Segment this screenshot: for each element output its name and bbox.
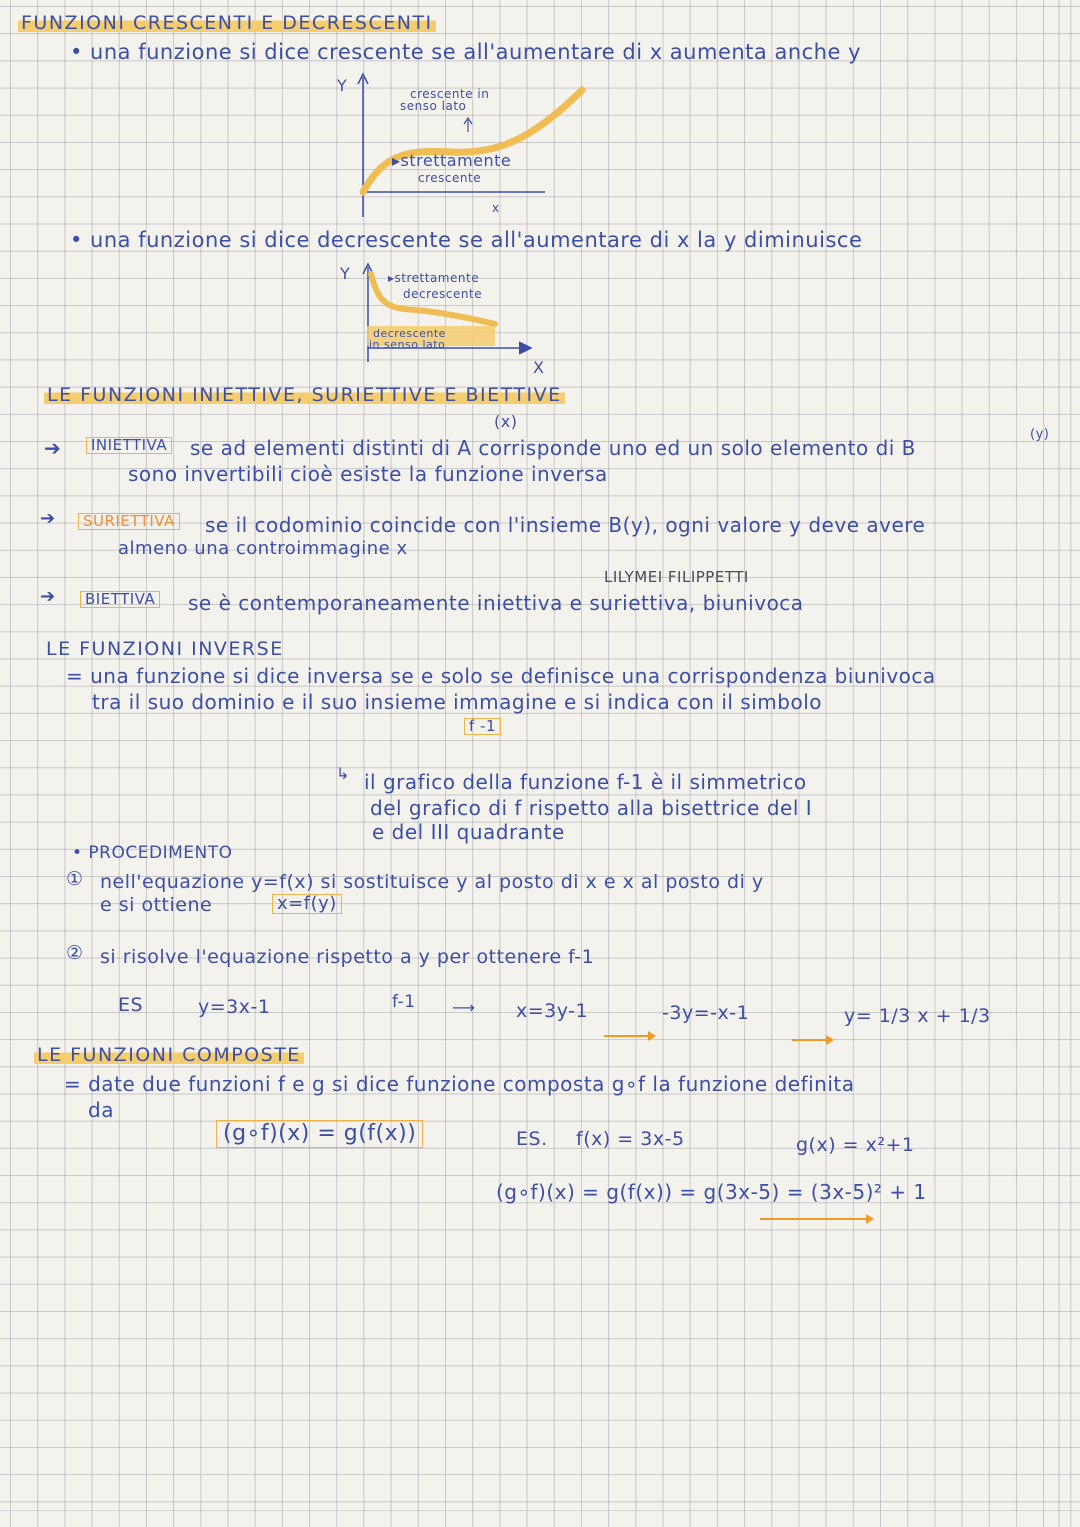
graph2-strettamente-text: strettamente bbox=[394, 271, 480, 285]
example-step-1: x=3y-1 bbox=[516, 1000, 589, 1022]
suriettiva-line-1: se il codominio coincide con l'insieme B(y), ogni valore y deve avere bbox=[205, 513, 926, 537]
orange-arrow-icon-1 bbox=[604, 1028, 664, 1044]
section-title-crescenti: FUNZIONI CRESCENTI E DECRESCENTI bbox=[18, 14, 436, 33]
graph1-label-strettamente bbox=[392, 153, 511, 169]
section-title-iniettive: LE FUNZIONI INIETTIVE, SURIETTIVE E BIETTIVE bbox=[44, 386, 565, 405]
orange-arrow-icon-3 bbox=[760, 1212, 880, 1226]
page-bottom-edge bbox=[0, 1510, 1080, 1511]
inverse-note-1: il grafico della funzione f-1 è il simmetrico bbox=[364, 770, 807, 794]
step2-line: si risolve l'equazione rispetto a y per ottenere f-1 bbox=[100, 946, 595, 968]
bullet-arrow-icon-2: ▸ bbox=[388, 271, 395, 285]
biettiva-line: se è contemporaneamente iniettiva e suriettiva, biunivoca bbox=[188, 591, 804, 615]
example-label: ES bbox=[118, 994, 144, 1016]
graph1-label-senso-lato: senso lato bbox=[400, 99, 467, 113]
inverse-note-2: del grafico di f rispetto alla bisettrice del I bbox=[370, 796, 813, 820]
graph2-x-label: X bbox=[533, 358, 545, 377]
iniettiva-line-1: se ad elementi distinti di A corrisponde uno ed un solo elemento di B bbox=[190, 436, 916, 460]
example-step-3: y= 1/3 x + 1/3 bbox=[844, 1005, 991, 1027]
graph2-label-decrescente: decrescente bbox=[403, 287, 483, 301]
graph1-strettamente-text: strettamente bbox=[400, 151, 512, 170]
suriettiva-tag: SURIETTIVA bbox=[78, 513, 180, 530]
composte-example-result: (g∘f)(x) = g(f(x)) = g(3x-5) = (3x-5)² + 1 bbox=[496, 1180, 927, 1204]
graph1-label-crescente-in: crescente in bbox=[410, 87, 490, 101]
graph2-label-strettamente bbox=[388, 272, 479, 284]
codomain-y-note: (y) bbox=[1030, 427, 1050, 442]
biettiva-tag: BIETTIVA bbox=[80, 591, 160, 608]
composte-def-1: = date due funzioni f e g si dice funzione composta g∘f la funzione definita bbox=[64, 1072, 855, 1096]
inverse-def-2: tra il suo dominio e il suo insieme immagine e si indica con il simbolo bbox=[92, 690, 822, 714]
step1-line-2: e si ottiene bbox=[100, 894, 213, 916]
procedimento-title: • PROCEDIMENTO bbox=[72, 843, 233, 863]
iniettiva-line-2: sono invertibili cioè esiste la funzione inversa bbox=[128, 462, 608, 486]
graph2-y-label: Y bbox=[340, 264, 351, 283]
example-equation: y=3x-1 bbox=[198, 996, 271, 1018]
author-signature: LILYMEI FILIPPETTI bbox=[604, 568, 749, 586]
decrescente-definition: • una funzione si dice decrescente se all'aumentare di x la y diminuisce bbox=[70, 228, 863, 252]
graph1-label-crescente: crescente bbox=[418, 171, 482, 185]
arrow-right-icon-4: ⟶ bbox=[452, 998, 476, 1017]
step1-line-1: nell'equazione y=f(x) si sostituisce y al posto di x e x al posto di y bbox=[100, 871, 764, 893]
iniettiva-tag: INIETTIVA bbox=[86, 437, 172, 454]
graph2-label-in-senso-lato: in senso lato bbox=[369, 338, 446, 351]
suriettiva-line-2: almeno una controimmagine x bbox=[118, 538, 408, 559]
composte-example-f: f(x) = 3x-5 bbox=[576, 1128, 685, 1150]
step2-number: ② bbox=[66, 942, 84, 964]
composte-example-label: ES. bbox=[516, 1128, 548, 1150]
curved-arrow-icon: ↳ bbox=[336, 764, 350, 783]
step1-formula-box: x=f(y) bbox=[272, 894, 342, 914]
section-title-composte: LE FUNZIONI COMPOSTE bbox=[34, 1046, 304, 1065]
example-inverse-symbol: f-1 bbox=[392, 992, 416, 1012]
bullet-arrow-icon: ▸ bbox=[392, 151, 401, 170]
notebook-margin-line bbox=[1058, 0, 1060, 1527]
step1-number: ① bbox=[66, 868, 84, 890]
inverse-symbol-box: f -1 bbox=[464, 718, 501, 735]
orange-arrow-icon-2 bbox=[792, 1032, 842, 1048]
graph1-y-label: Y bbox=[337, 76, 348, 95]
section-title-inverse: LE FUNZIONI INVERSE bbox=[46, 638, 284, 660]
arrow-right-icon-3: ➔ bbox=[40, 586, 56, 607]
inverse-def-1: = una funzione si dice inversa se e solo se definisce una corrispondenza biunivoca bbox=[66, 664, 936, 688]
graph1-x-label: x bbox=[492, 201, 500, 215]
example-step-2: -3y=-x-1 bbox=[662, 1002, 750, 1024]
composte-formula-box: (g∘f)(x) = g(f(x)) bbox=[216, 1120, 423, 1148]
crescente-definition: • una funzione si dice crescente se all'aumentare di x aumenta anche y bbox=[70, 40, 862, 64]
graph2-label-decrescente-lato: decrescente bbox=[373, 327, 446, 340]
domain-x-note: (x) bbox=[494, 412, 518, 431]
arrow-right-icon-2: ➔ bbox=[40, 508, 56, 529]
composte-def-2: da bbox=[88, 1098, 114, 1122]
arrow-right-icon: ➔ bbox=[44, 436, 62, 460]
composte-example-g: g(x) = x²+1 bbox=[796, 1134, 915, 1156]
inverse-note-3: e del III quadrante bbox=[372, 820, 565, 844]
